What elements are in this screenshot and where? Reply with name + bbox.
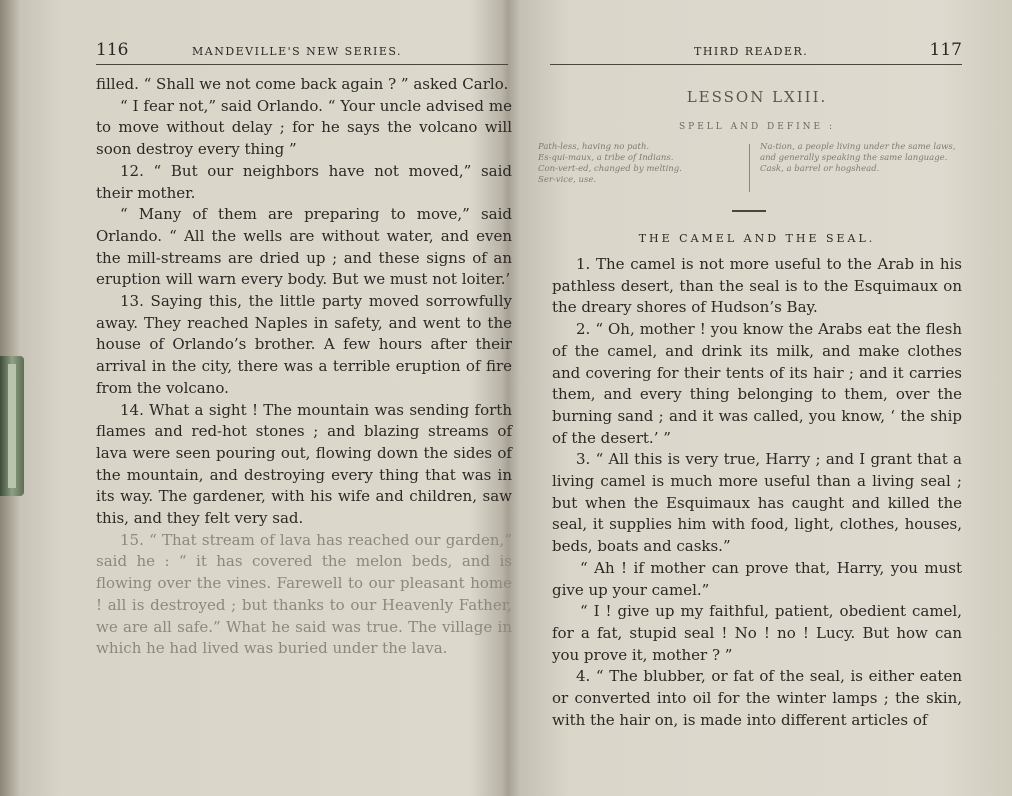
paragraph: “ I fear not,” said Orlando. “ Your uncle advised me to move without delay ; for he says the volcano will soon destroy every thing ” — [96, 96, 512, 159]
definition: Na-tion, a people living under the same laws, and generally speaking the same language. — [760, 142, 956, 163]
right-running-title: THIRD READER. — [694, 45, 809, 58]
definitions-left-column — [538, 142, 736, 186]
right-page — [520, 0, 1000, 796]
paragraph: filled. “ Shall we not come back again ? ” asked Carlo. — [96, 75, 509, 93]
lesson-heading: LESSON LXIII. — [686, 88, 828, 106]
definition: Path-less, having no path. — [538, 142, 650, 152]
right-page-body — [552, 254, 962, 731]
paragraph: “ I ! give up my faithful, patient, obedient camel, for a fat, stupid seal ! No ! no ! Lucy. But how can you prove it, mother ? ” — [552, 602, 962, 664]
definition: Es-qui-maux, a tribe of Indians. — [538, 153, 674, 163]
left-page-number: 116 — [96, 40, 129, 60]
paragraph: “ Many of them are preparing to move,” said Orlando. “ All the wells are without water, and even the mill-streams are dried up ; and these signs of an eruption will warn every body. But we must not loiter.’ — [96, 205, 512, 289]
right-page-header — [550, 40, 962, 65]
definitions-right-column — [760, 142, 958, 175]
binder-clip — [0, 356, 24, 496]
definition: Cask, a barrel or hogshead. — [760, 164, 880, 174]
paragraph-faded: 15. “ That stream of lava has reached our garden,” said he : “ it has covered the melon beds, and is flowing over the vines. Farewell to our pleasant home ! all is destroyed ; but thanks to our Heavenly Father, we are all safe.” What he said was true. The village in which he had lived was buried under the lava. — [96, 530, 512, 658]
paragraph: 4. “ The blubber, or fat of the seal, is either eaten or converted into oil for the winter lamps ; the skin, with the hair on, is made into different articles of — [552, 667, 962, 729]
definition: Con-vert-ed, changed by melting. — [538, 164, 682, 174]
paragraph: “ Ah ! if mother can prove that, Harry, you must give up your camel.” — [552, 558, 962, 599]
definition: Ser-vice, use. — [538, 175, 597, 185]
left-page-header — [96, 40, 508, 65]
story-title: THE CAMEL AND THE SEAL. — [638, 232, 876, 245]
section-rule — [732, 210, 766, 212]
paragraph: 2. “ Oh, mother ! you know the Arabs eat the flesh of the camel, and drink its milk, and make clothes and covering for their tents of its hair ; and it carries them, and every thing belonging to them, over the burning sand ; and it was called, you know, ‘ the ship of the desert.’ ” — [552, 320, 962, 447]
left-page-body — [96, 74, 512, 660]
right-page-number: 117 — [929, 40, 962, 60]
paragraph: 13. Saying this, the little party moved sorrowfully away. They reached Naples in safety, and went to the house of Orlando’s brother. A few hours after their arrival in the city, there was a terrible eruption of fire from the volcano. — [96, 292, 512, 397]
paragraph: 14. What a sight ! The mountain was sending forth flames and red-hot stones ; and blazing streams of lava were seen pouring out, flowing down the sides of the mountain, and destroying every thing that was in its way. The gardener, with his wife and children, saw this, and they felt very sad. — [96, 400, 512, 528]
binder-clip-highlight — [8, 364, 16, 488]
paragraph: 3. “ All this is very true, Harry ; and I grant that a living camel is much more useful than a living seal ; but when the Esquimaux has caught and killed the seal, it supplies him with food, light, clothes, houses, beds, boats and casks.” — [552, 450, 962, 556]
paragraph: 1. The camel is not more useful to the Arab in his pathless desert, than the seal is to the Esquimaux on the dreary shores of Hudson’s Bay. — [552, 255, 962, 317]
left-page — [28, 0, 512, 796]
paragraph: 12. “ But our neighbors have not moved,” said their mother. — [96, 161, 512, 202]
left-running-title: MANDEVILLE'S NEW SERIES. — [192, 45, 402, 58]
definitions-divider — [749, 144, 750, 192]
spell-define-heading: SPELL AND DEFINE : — [679, 122, 835, 132]
